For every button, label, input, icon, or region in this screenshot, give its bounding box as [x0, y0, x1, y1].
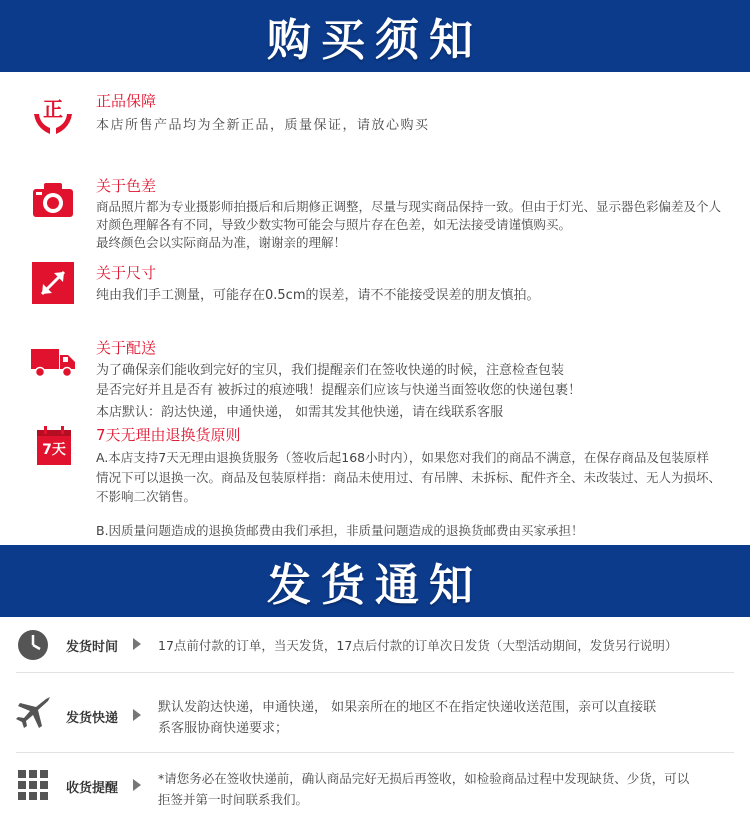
notice-title: 关于色差 — [96, 177, 157, 195]
notice-text: 本店默认：韵达快递，申通快递， 如需其发其他快递，请在线联系客服 — [96, 405, 504, 420]
notice-title: 关于尺寸 — [96, 264, 157, 282]
shipping-text: 拒签并第一时间联系我们。 — [158, 792, 309, 807]
shipping-row-time — [0, 625, 750, 665]
purchase-notice-title: 购买须知 — [267, 15, 483, 66]
svg-text:正: 正 — [43, 97, 63, 121]
notice-text: 为了确保亲们能收到完好的宝贝，我们提醒亲们在签收快递的时候，注意检查包装 — [96, 363, 565, 378]
notice-text: 情况下可以退换一次。商品及包装原样指：商品未使用过、有吊牌、未拆标、配件齐全、未改装过、无人为损坏、 — [96, 470, 722, 485]
shipping-text: 默认发韵达快递，申通快递， 如果亲所在的地区不在指定快递收送范围，亲可以直接联 — [158, 700, 657, 715]
purchase-notice-banner — [0, 0, 750, 72]
shipping-row-receipt — [0, 765, 750, 815]
grid-icon — [16, 768, 50, 802]
clock-icon — [16, 628, 50, 662]
notice-text: 对颜色理解各有不同，导致少数实物可能会与照片存在色差，如无法接受请谨慎购买。 — [96, 217, 572, 232]
shipping-text: 17点前付款的订单，当天发货，17点后付款的订单次日发货（大型活动期间，发货另行说明） — [158, 638, 678, 653]
resize-arrow-icon — [30, 260, 76, 306]
airplane-icon — [16, 696, 50, 730]
divider — [16, 672, 734, 673]
shipping-row-courier — [0, 690, 750, 740]
arrow-right-icon — [133, 638, 141, 650]
notice-text: 纯由我们手工测量，可能存在0.5cm的误差，请不不能接受误差的朋友慎拍。 — [96, 288, 540, 303]
shipping-text: 系客服协商快递要求； — [158, 721, 289, 736]
notice-title: 正品保障 — [96, 92, 157, 110]
camera-icon — [30, 177, 76, 223]
notice-text: 商品照片都为专业摄影师拍摄后和后期修正调整，尽量与现实商品保持一致。但由于灯光、显示器色彩偏差及个人 — [96, 199, 722, 214]
notice-text: B.因质量问题造成的退换货邮费由我们承担，非质量问题造成的退换货邮费由买家承担！ — [96, 523, 584, 538]
shipping-notice-title: 发货通知 — [267, 560, 483, 611]
notice-text: 最终颜色会以实际商品为准，谢谢亲的理解！ — [96, 235, 347, 250]
shipping-label: 收货提醒 — [66, 781, 119, 796]
notice-text: A.本店支持7天无理由退换货服务（签收后起168小时内），如果您对我们的商品不满意，在保存商品及包装原样 — [96, 450, 709, 465]
truck-icon — [30, 339, 76, 385]
shipping-label: 发货时间 — [66, 640, 119, 655]
shipping-notice-banner — [0, 545, 750, 617]
notice-title: 7天无理由退换货原则 — [96, 426, 241, 444]
notice-text: 是否完好并且是否有 被拆过的痕迹哦！提醒亲们应该与快递当面签收您的快递包裹！ — [96, 383, 582, 398]
arrow-right-icon — [133, 779, 141, 791]
shipping-label: 发货快递 — [66, 711, 119, 726]
notice-text: 不影响二次销售。 — [96, 489, 197, 504]
notice-text: 本店所售产品均为全新正品，质量保证，请放心购买 — [96, 118, 430, 133]
genuine-hands-icon — [30, 92, 76, 138]
divider — [16, 752, 734, 753]
seven-days-calendar-icon: 7天 — [36, 426, 72, 466]
arrow-right-icon — [133, 709, 141, 721]
shipping-text: *请您务必在签收快递前，确认商品完好无损后再签收，如检验商品过程中发现缺货、少货，可以 — [158, 771, 690, 786]
notice-title: 关于配送 — [96, 339, 157, 357]
